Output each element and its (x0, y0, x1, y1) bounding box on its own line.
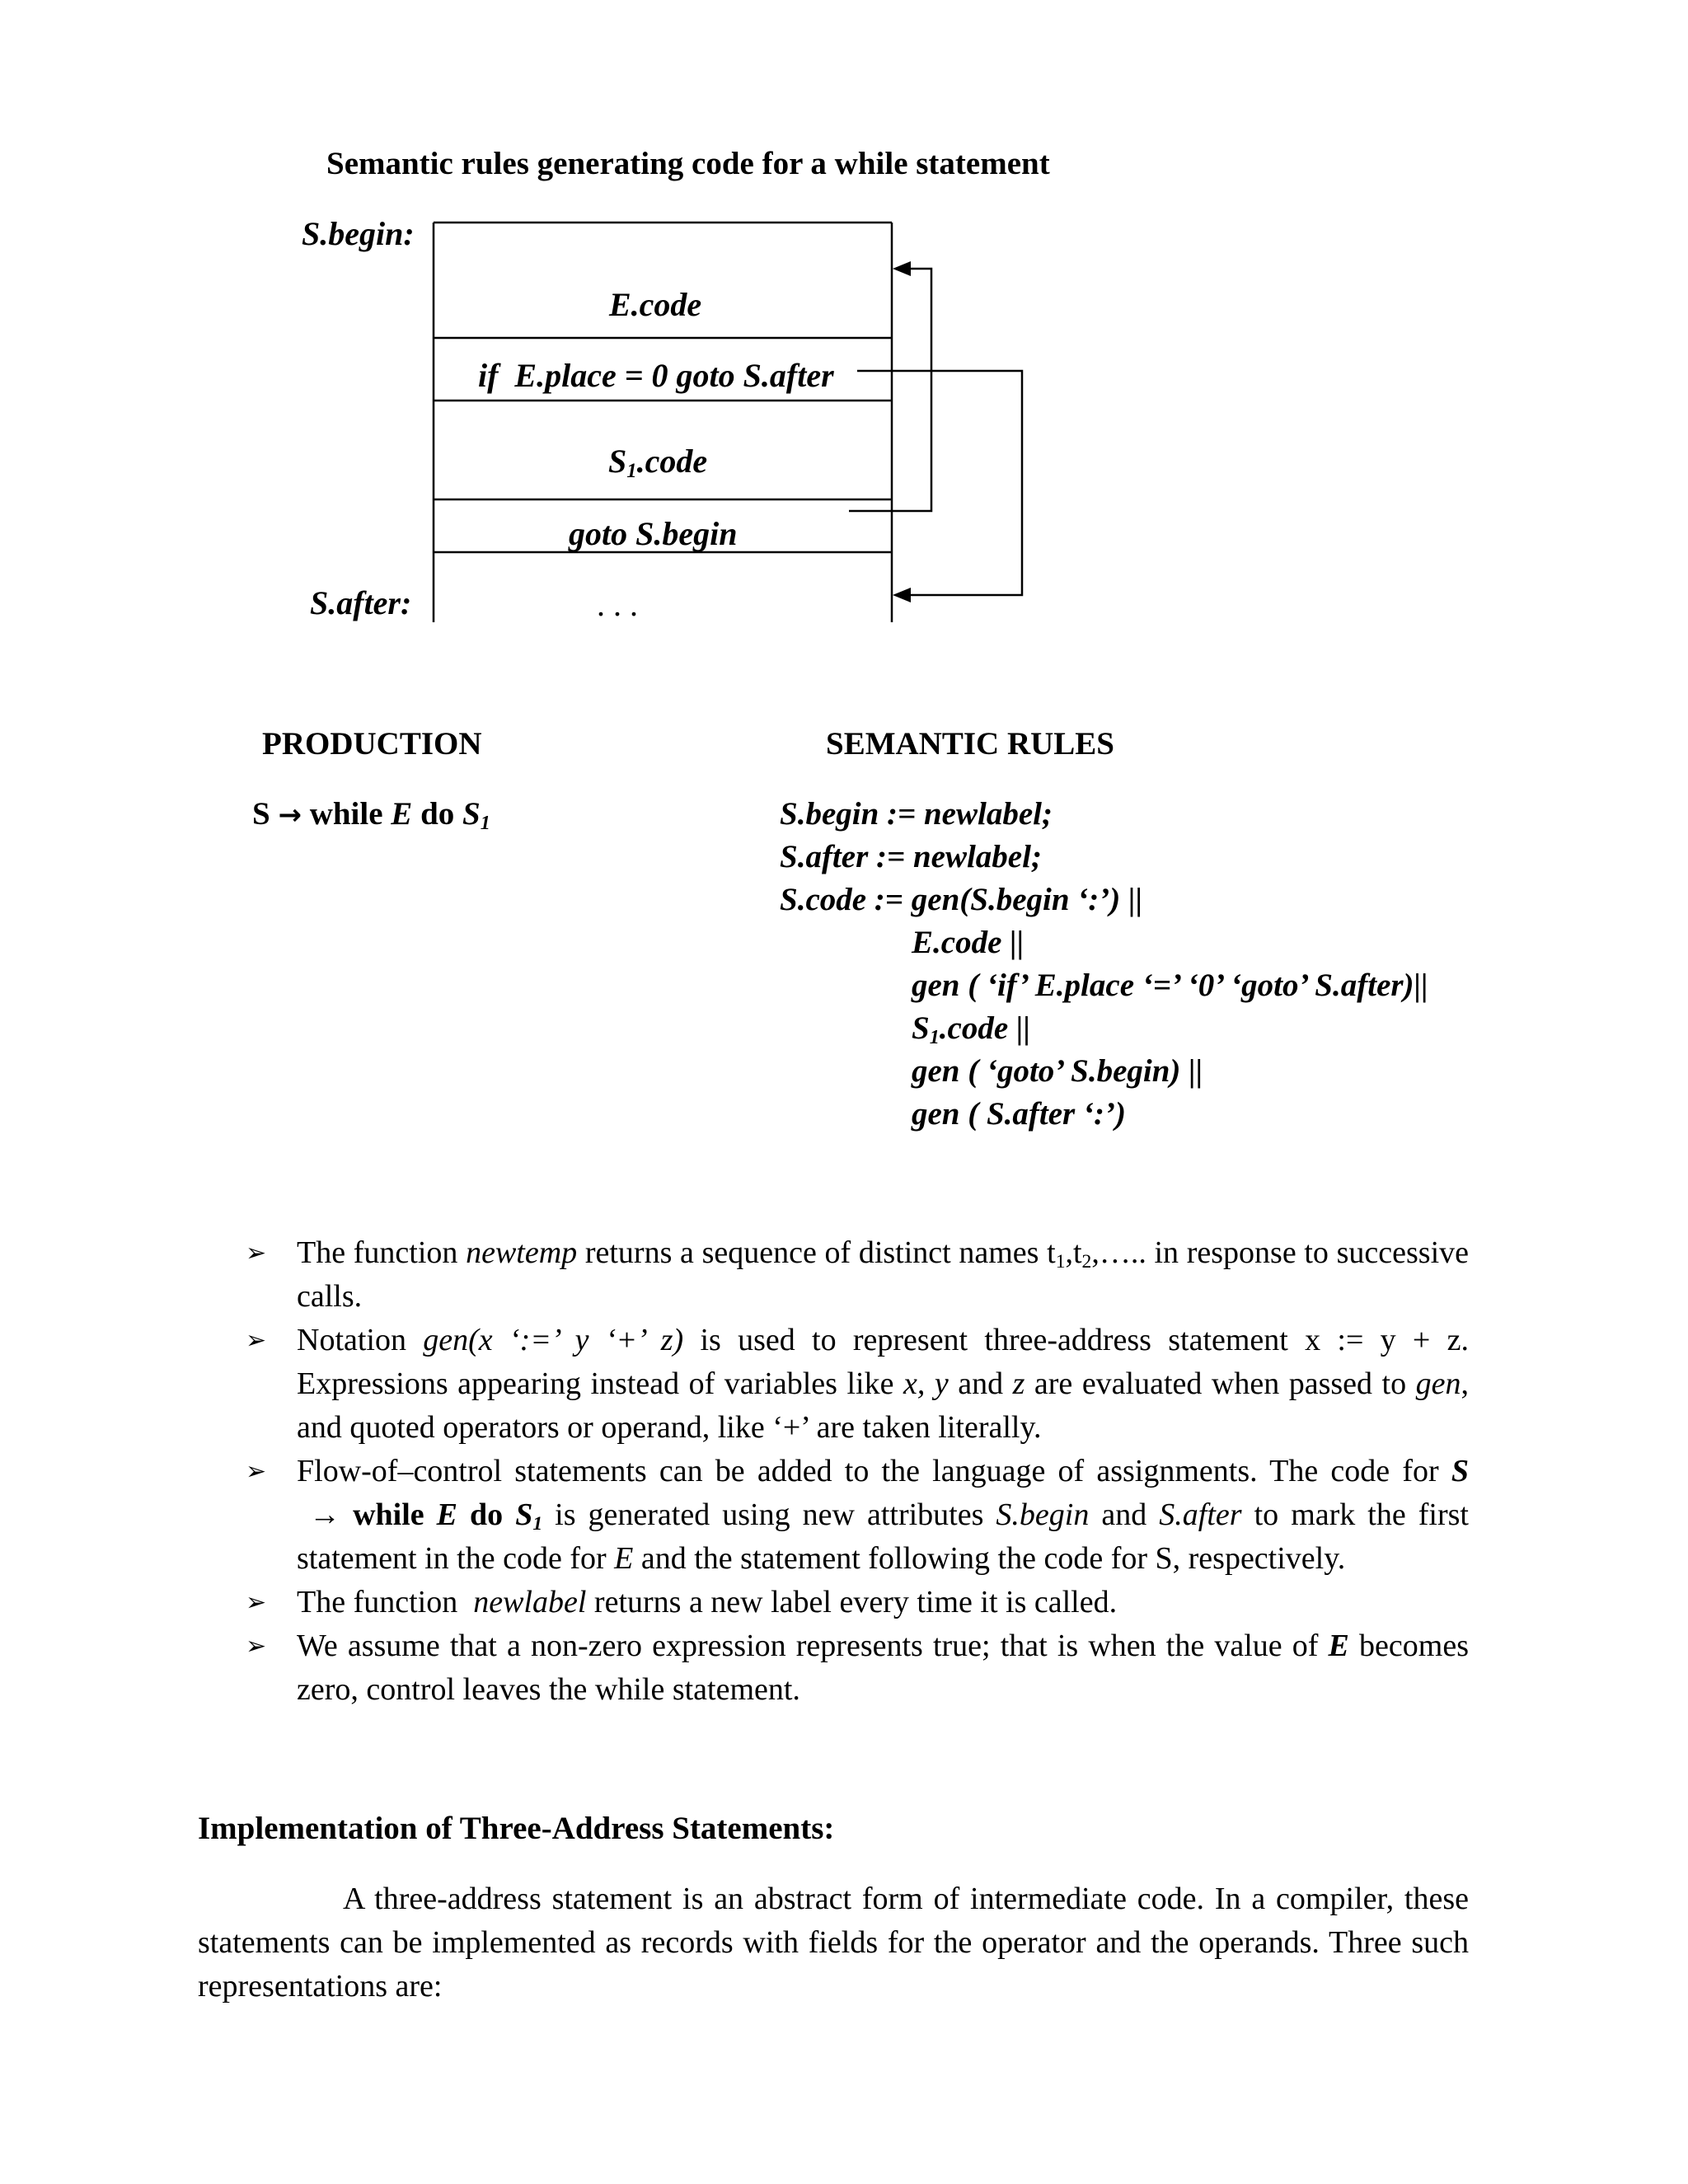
production-while: while (301, 796, 392, 832)
bullet-arrow-icon: ➢ (246, 1239, 267, 1268)
bullet-text: is used to represent three-address statement x := y + z. Expressions appearing instead of variables like (297, 1323, 1470, 1401)
arrowhead-after (893, 588, 911, 602)
bullet-text: ,….. in response to successive calls. (297, 1235, 1469, 1314)
bullet-arrow-icon: ➢ (246, 1326, 267, 1355)
box-s1-tail: .code (636, 443, 708, 480)
rule-gen-if: gen ( ‘if’ E.place ‘=’ ‘0’ ‘goto’ S.after)|| (912, 968, 1428, 1003)
bullet-text: and the statement following the code for S, respectively. (633, 1541, 1346, 1576)
term-s-begin: S.begin (996, 1497, 1090, 1532)
bullet-arrow-icon: ➢ (246, 1457, 267, 1486)
production-rule (252, 795, 490, 834)
production-s1: S (462, 796, 481, 832)
bullet-text: ,t (1065, 1235, 1082, 1270)
box-if-goto: if E.place = 0 goto S.after (478, 357, 834, 394)
bullet-list (246, 1231, 1469, 1712)
bullet-text: becomes zero, control leaves the while statement. (297, 1629, 1469, 1707)
subscript: 1 (532, 1512, 543, 1535)
bullet-text: are evaluated when passed to (1025, 1366, 1416, 1401)
bullet-text: is generated using new attributes (542, 1497, 996, 1532)
production-do: do (412, 796, 463, 832)
term-newtemp: newtemp (466, 1235, 578, 1270)
subscript: 1 (1055, 1250, 1066, 1272)
production-header: PRODUCTION (262, 726, 482, 762)
term-gen-call: gen(x ‘:=’ y ‘+’ z) (423, 1323, 684, 1357)
rule-gen-goto: gen ( ‘goto’ S.begin) || (912, 1053, 1203, 1089)
bullet-text: returns a new label every time it is called. (586, 1585, 1118, 1619)
box-s1-letter: S (608, 443, 627, 480)
term-z: z (1012, 1366, 1025, 1401)
code-layout-diagram (0, 0, 1688, 659)
section-paragraph: A three-address statement is an abstract form of intermediate code. In a compiler, these statements can be implemented as records with fields for the operator and the operands. Three such representations are: (198, 1882, 1469, 2004)
bullet-gen-notation (246, 1319, 1469, 1450)
bullet-text: and (1089, 1497, 1160, 1532)
bullet-text: , and quoted operators or operand, like ‘+’ are taken literally. (297, 1366, 1469, 1445)
label-s-after: S.after: (310, 584, 412, 621)
box-goto-begin: goto S.begin (569, 515, 738, 552)
arrowhead-begin (893, 261, 911, 276)
bullet-newtemp (246, 1231, 1469, 1319)
label-s-begin: S.begin: (302, 215, 415, 252)
rule-s1-letter: S (912, 1010, 930, 1046)
bullet-flow-of-control (246, 1450, 1469, 1581)
term-e-italic: E (614, 1541, 634, 1576)
rule-e-code: E.code || (912, 925, 1025, 960)
term-s: S (1451, 1454, 1469, 1488)
section-heading: Implementation of Three-Address Statements: (198, 1811, 835, 1846)
production-e: E (391, 796, 413, 832)
bullet-text: and (948, 1366, 1013, 1401)
bullet-arrow-icon: ➢ (246, 1632, 267, 1661)
diagram-title: Semantic rules generating code for a while statement (326, 146, 1050, 181)
box-e-code: E.code (609, 286, 702, 323)
term-do: do (457, 1497, 516, 1532)
term-xy: x, y (903, 1366, 949, 1401)
bullet-text: Flow-of–control statements can be added to the language of assignments. The code for (297, 1454, 1451, 1488)
semantic-rules-header: SEMANTIC RULES (826, 726, 1114, 762)
bullet-arrow-icon: ➢ (246, 1588, 267, 1617)
production-s: S (252, 796, 270, 832)
box-ellipsis: . . . (597, 586, 638, 623)
bullet-text: The function (297, 1585, 474, 1619)
bullet-text: Notation (297, 1323, 424, 1357)
subscript: 2 (1081, 1250, 1092, 1272)
bullet-text: returns a sequence of distinct names t (577, 1235, 1056, 1270)
rule-s1-tail: .code || (939, 1010, 1031, 1046)
bullet-text: The function (297, 1235, 467, 1270)
rule-s1-subscript: 1 (929, 1026, 940, 1049)
rule-s1-code (912, 1010, 1030, 1047)
term-newlabel: newlabel (473, 1585, 587, 1619)
bullet-nonzero (246, 1624, 1469, 1712)
rule-s-code: S.code := gen(S.begin ‘:’) || (780, 882, 1143, 917)
production-s1-subscript: 1 (480, 812, 490, 835)
term-e: E (436, 1497, 458, 1532)
rule-s-after: S.after := newlabel; (780, 839, 1042, 874)
rule-s-begin: S.begin := newlabel; (780, 796, 1053, 832)
term-gen: gen (1415, 1366, 1461, 1401)
bullet-text: to mark the first statement in the code for (297, 1497, 1469, 1576)
bullet-newlabel (246, 1581, 1469, 1624)
box-s1-code (608, 442, 708, 483)
production-arrow: → (278, 799, 302, 832)
term-e-bold: E (1328, 1629, 1349, 1663)
term-arrow-while: → while (297, 1497, 437, 1532)
bullet-text: We assume that a non-zero expression represents true; that is when the value of (297, 1629, 1329, 1663)
rule-gen-after: gen ( S.after ‘:’) (912, 1096, 1126, 1132)
term-s-after: S.after (1159, 1497, 1242, 1532)
term-s1: S (515, 1497, 533, 1532)
box-s1-subscript: 1 (626, 460, 637, 483)
